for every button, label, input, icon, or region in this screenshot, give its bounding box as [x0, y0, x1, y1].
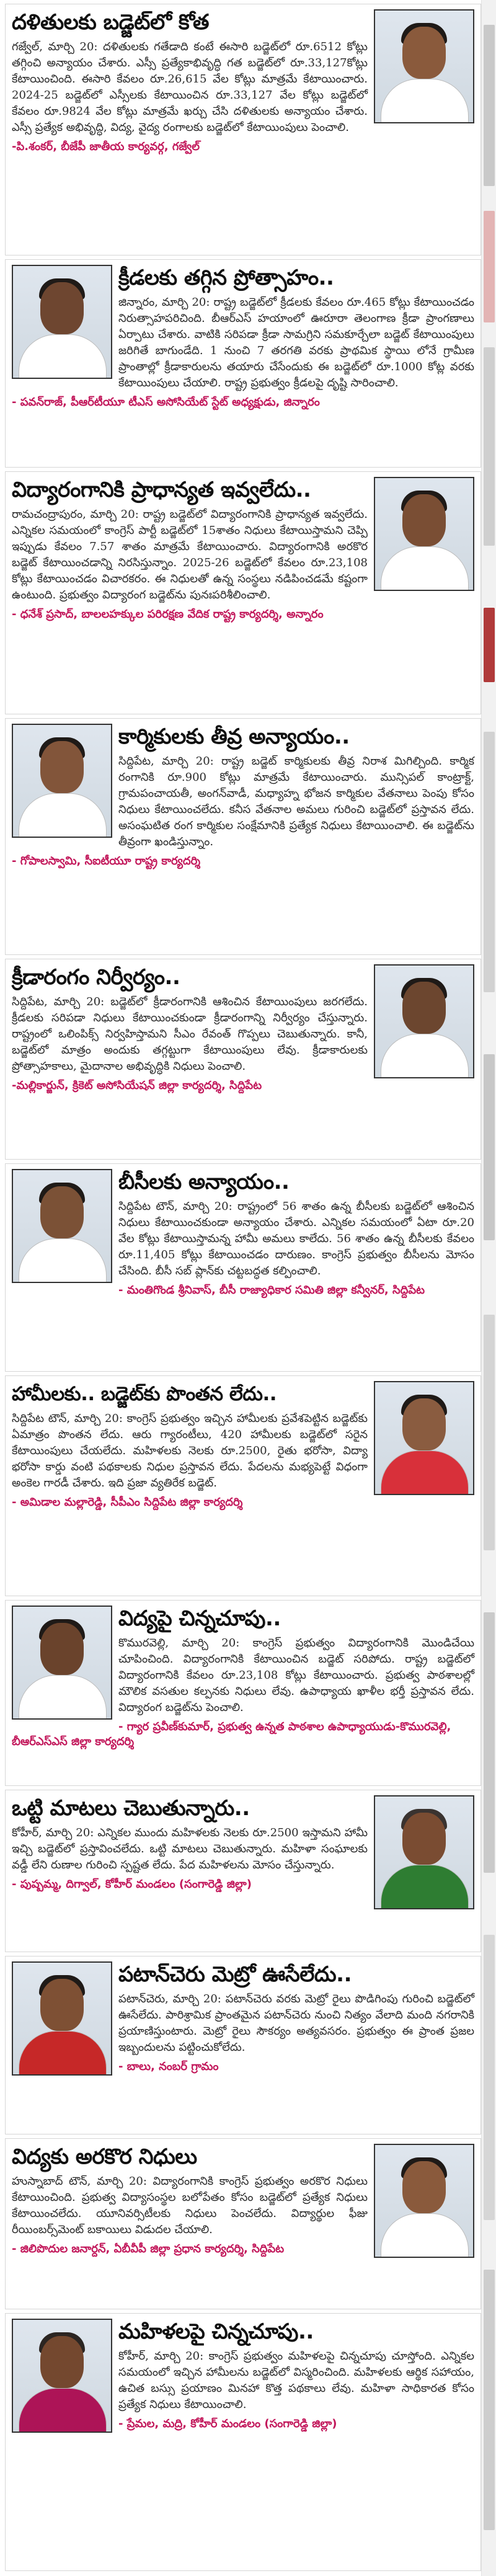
portrait-photo: [12, 1606, 112, 1720]
article-byline: - అమిడాల మల్లారెడ్డి, సీపీఎం సిద్దిపేట జిల్లా కార్యదర్శి: [12, 1496, 243, 1509]
article-card: [5, 1600, 481, 1786]
portrait-photo: [12, 1961, 112, 2076]
article-body: సిద్దిపేట టౌన్, మార్చి 20: రాష్ట్రంలో 56 శాతం ఉన్న బీసీలకు బడ్జెట్‌లో ఆశించిన నిధులు కేటాయించకుండా అన్యాయం చేశారు. ఎన్నికల సమయంలో ఏటా రూ.20 వేల కోట్లు కేటాయిస్తామన్న హామీ అమలు కాలేదు. 56 శాతం ఉన్న బీసీలకు కేవలం రూ.11,405 కోట్లు కేటాయించడం దారుణం. కాంగ్రెస్ ప్రభుత్వం బీసీలను మోసం చేసింది. బీసీ సబ్ ప్లాన్‌కు చట్టబద్ధత కల్పించాలి.: [118, 1200, 474, 1277]
portrait-photo: [12, 724, 112, 838]
portrait-photo: [12, 265, 112, 379]
article-body: రామచంద్రాపురం, మార్చి 20: రాష్ట్ర బడ్జెట్‌లో విద్యారంగానికి ప్రాధాన్యత ఇవ్వలేదు. ఎన్నికల సమయంలో కాంగ్రెస్ పార్టీ బడ్జెట్‌లో 15శాతం నిధులు కేటాయిస్తామని చెప్పి ఇప్పుడు కేవలం 7.57 శాతం మాత్రమే కేటాయించారు. విద్యారంగానికి అరకొర బడ్జెట్ కేటాయించడాన్ని నిరసిస్తున్నాం. 2025-26 బడ్జెట్‌లో కేవలం రూ.23,108 కోట్లు కేటాయించడం విచారకరం. ఈ నిధులతో ఉన్న సంస్థలు నడిపించడమే కష్టంగా ఉంటుంది. ప్రభుత్వం విద్యారంగ బడ్జెట్‌ను పునఃపరిశీలించాలి.: [12, 508, 368, 602]
article-byline: - గోపాలస్వామి, సీఐటీయూ రాష్ట్ర కార్యదర్శి: [12, 855, 201, 868]
article-title: మహిళలపై చిన్నచూపు..: [118, 2319, 314, 2344]
portrait-photo: [374, 477, 474, 591]
article-byline: -పి.శంకర్, బీజేపీ జాతీయ కార్యవర్గ, గజ్వేల్: [12, 140, 200, 153]
article-title: ఒట్టి మాటలు చెబుతున్నారు..: [12, 1796, 250, 1821]
article-byline: - గ్యార ప్రవీణ్‌కుమార్, ప్రభుత్వ ఉన్నత పాఠశాల ఉపాధ్యాయుడు-కొమురవెల్లి, బీఆర్‌ఎస్‌ఎస్ జిల్లా కార్యదర్శి: [12, 1720, 451, 1748]
article-body: సిద్దిపేట, మార్చి 20: బడ్జెట్‌లో క్రీడారంగానికి ఆశించిన కేటాయింపులు జరగలేదు. క్రీడలకు సరిపడా నిధులు కేటాయించకుండా క్రీడారంగాన్ని నిర్వీర్యం చేస్తున్నారు. రాష్ట్రంలో ఒలింపిక్స్ నిర్వహిస్తామని సీఎం రేవంత్ గొప్పలు చెబుతున్నారు. కానీ, బడ్జెట్‌లో మాత్రం అందుకు తగ్గట్టుగా కేటాయింపులు లేవు. క్రీడాకారులకు ప్రోత్సాహకాలు, మైదానాల అభివృద్ధికి నిధులు పెంచాలి.: [12, 995, 368, 1073]
article-body: కొమురవెల్లి, మార్చి 20: కాంగ్రెస్ ప్రభుత్వం విద్యారంగానికి మొండిచేయి చూపించింది. విద్యారంగానికి కేటాయించిన బడ్జెట్ సరిపోదు. రాష్ట్ర బడ్జెట్‌లో విద్యారంగానికి కేవలం రూ.23,108 కోట్లు కేటాయించారు. ప్రభుత్వ పాఠశాలల్లో మౌలిక వసతుల కల్పనకు నిధులు లేవు. ఉపాధ్యాయ ఖాళీల భర్తీ ప్రస్తావన లేదు. విద్యారంగ బడ్జెట్‌ను పెంచాలి.: [118, 1637, 474, 1714]
portrait-photo: [374, 964, 474, 1078]
article-title: దళితులకు బడ్జెట్‌లో కోత: [12, 10, 209, 35]
article-card: [5, 1956, 481, 2134]
article-title: విద్యపై చిన్నచూపు..: [118, 1606, 281, 1631]
article-byline: - బాలు, నంబర్ గ్రామం: [118, 2060, 219, 2073]
article-title: బీసీలకు అన్యాయం..: [118, 1170, 290, 1194]
article-card: [5, 1163, 481, 1372]
article-card: [5, 259, 481, 468]
article-byline: - జిలిపొదుల జనార్దన్, ఏబీవీపీ జిల్లా ప్రధాన కార్యదర్శి, సిద్దిపేట: [12, 2242, 285, 2255]
article-body: జిన్నారం, మార్చి 20: రాష్ట్ర బడ్జెట్‌లో క్రీడలకు కేవలం రూ.465 కోట్లు కేటాయించడం నిరుత్సాహపరిచింది. బీఆర్‌ఎస్ హయాంలో ఊరూరా తెలంగాణ క్రీడా ప్రాంగణాలు ఏర్పాటు చేశారు. వాటికి సరిపడా క్రీడా సామగ్రిని సమకూర్చేలా బడ్జెట్ కేటాయింపులు జరిగితే బాగుండేది. 1 నుంచి 7 తరగతి వరకు ప్రాథమిక స్థాయి లోనే గ్రామీణ ప్రాంతాల్లో క్రీడాకారులను తయారు చేసేందుకు ఈ బడ్జెట్‌లో రూ.1000 కోట్ల వరకు కేటాయింపులు చేయాలి. రాష్ట్ర ప్రభుత్వం క్రీడలపై దృష్టి సారించాలి.: [118, 296, 474, 389]
article-title: విద్యకు అరకొర నిధులు: [12, 2144, 197, 2169]
article-body: కోహీర్, మార్చి 20: ఎన్నికల ముందు మహిళలకు నెలకు రూ.2500 ఇస్తామని హామీ ఇచ్చి బడ్జెట్‌లో ప్రస్తావించలేదు. ఒట్టి మాటలు చెబుతున్నారు. మహిళా సంఘాలకు వడ్డీ లేని రుణాల గురించి స్పష్టత లేదు. పేద మహిళలను మోసం చేస్తున్నారు.: [12, 1826, 368, 1872]
article-title: కార్మికులకు తీవ్ర అన్యాయం..: [118, 724, 350, 749]
article-byline: - మంతిగొండ శ్రీనివాస్, బీసీ రాజ్యాధికార సమితి జిల్లా కన్వీనర్, సిద్దిపేట: [118, 1284, 425, 1297]
article-title: క్రీడారంగం నిర్వీర్యం..: [12, 965, 180, 990]
article-body: హుస్నాబాద్ టౌన్, మార్చి 20: విద్యారంగానికి కాంగ్రెస్ ప్రభుత్వం అరకొర నిధులు కేటాయించింది. ప్రభుత్వ విద్యాసంస్థల బలోపేతం కోసం బడ్జెట్‌లో ప్రత్యేక నిధులు కేటాయించలేదు. యూనివర్సిటీలకు నిధులు పెంచలేదు. విద్యార్థుల ఫీజు రీయింబర్స్‌మెంట్ బకాయిలు విడుదల చేయాలి.: [12, 2175, 368, 2236]
portrait-photo: [12, 1169, 112, 1283]
article-body: గజ్వేల్, మార్చి 20: దళితులకు గతేడాది కంటే ఈసారి బడ్జెట్‌లో రూ.6512 కోట్లు తగ్గించి అన్యాయం చేశారు. ఎస్సీ ప్రత్యేకాభివృద్ధి గత బడ్జెట్‌లో రూ.33,127కోట్లు కేటాయించింది. ఈసారి కేవలం రూ.26,615 వేల కోట్లు మాత్రమే కేటాయించారు. 2024-25 బడ్జెట్‌లో ఎస్సీలకు కేటాయించిన రూ.33,127 వేల కోట్లు బడ్జెట్‌లో కేవలం రూ.9824 వేల కోట్లు మాత్రమే ఖర్చు చేసి దళితులకు అన్యాయం చేశారు. ఎస్సీ ప్రత్యేక అభివృద్ధి, విద్య, వైద్య రంగాలకు బడ్జెట్‌లో కేటాయింపులు పెంచాలి.: [12, 40, 368, 134]
adjacent-page-strip: [481, 0, 496, 2576]
article-body: సిద్దిపేట టౌన్, మార్చి 20: కాంగ్రెస్ ప్రభుత్వం ఇచ్చిన హామీలకు ప్రవేశపెట్టిన బడ్జెట్‌కు ఏమాత్రం పొంతన లేదు. ఆరు గ్యారంటీలు, 420 హామీలకు బడ్జెట్‌లో సరైన కేటాయింపులు చేయలేదు. మహిళలకు నెలకు రూ.2500, రైతు భరోసా, విద్యా భరోసా కార్డు వంటి పథకాలకు నిధుల ప్రస్తావన లేదు. పేదలను మభ్యపెట్టే విధంగా అంకెల గారడీ చేశారు. ఇది ప్రజా వ్యతిరేక బడ్జెట్.: [12, 1412, 368, 1490]
article-title: క్రీడలకు తగ్గిన ప్రోత్సాహం..: [118, 265, 334, 290]
portrait-photo: [12, 2319, 112, 2433]
article-byline: - ప్రేమల, మద్రి, కోహీర్ మండలం (సంగారెడ్డి జిల్లా): [118, 2417, 337, 2430]
article-title: విద్యారంగానికి ప్రాధాన్యత ఇవ్వలేదు..: [12, 477, 311, 502]
article-card: [5, 1375, 481, 1596]
article-body: పటాన్‌చెరు, మార్చి 20: పటాన్‌చెరు వరకు మెట్రో రైలు పొడిగింపు గురించి బడ్జెట్‌లో ఊసేలేదు. పారిశ్రామిక ప్రాంతమైన పటాన్‌చెరు నుంచి నిత్యం వేలాది మంది నగరానికి ప్రయాణిస్తుంటారు. మెట్రో రైలు సౌకర్యం అత్యవసరం. ప్రభుత్వం ఈ ప్రాంత ప్రజల ఇబ్బందులను పట్టించుకోలేదు.: [118, 1992, 474, 2054]
article-byline: - పవన్‌రాజ్, పీఆర్‌టీయూ టీఎస్ అసోసియేట్ స్టేట్ అధ్యక్షుడు, జిన్నారం: [12, 396, 320, 409]
article-body: సిద్దిపేట, మార్చి 20: రాష్ట్ర బడ్జెట్ కార్మికులకు తీవ్ర నిరాశ మిగిల్చింది. కార్మిక రంగానికి రూ.900 కోట్లు మాత్రమే కేటాయించారు. మున్సిపల్ కాంట్రాక్ట్, గ్రామపంచాయతీ, అంగన్‌వాడీ, మధ్యాహ్న భోజన కార్మికుల వేతనాలు పెంపు కోసం నిధులు కేటాయించలేదు. కనీస వేతనాల అమలు గురించి బడ్జెట్‌లో ప్రస్తావన లేదు. అసంఘటిత రంగ కార్మికుల సంక్షేమానికి ప్రత్యేక నిధులు కేటాయించాలి. ఈ బడ్జెట్‌ను తీవ్రంగా ఖండిస్తున్నాం.: [118, 755, 474, 848]
article-byline: - ధనేశ్ ప్రసాద్, బాలలహక్కుల పరిరక్షణ వేదిక రాష్ట్ర కార్యదర్శి, అన్నారం: [12, 608, 324, 621]
article-title: హామీలకు.. బడ్జెట్‌కు పొంతన లేదు..: [12, 1383, 277, 1405]
article-body: కోహీర్, మార్చి 20: కాంగ్రెస్ ప్రభుత్వం మహిళలపై చిన్నచూపు చూస్తోంది. ఎన్నికల సమయంలో ఇచ్చిన హామీలను బడ్జెట్‌లో విస్మరించింది. మహిళలకు ఆర్థిక సహాయం, ఉచిత బస్సు ప్రయాణం మినహా కొత్త పథకాలు లేవు. మహిళా సాధికారత కోసం ప్రత్యేక నిధులు కేటాయించాలి.: [118, 2350, 474, 2411]
portrait-photo: [374, 1381, 474, 1495]
portrait-photo: [374, 2144, 474, 2258]
article-card: [5, 471, 481, 714]
article-card: [5, 959, 481, 1160]
article-byline: -మల్లికార్జున్, క్రికెట్ అసోసియేషన్ జిల్లా కార్యదర్శి, సిద్దిపేట: [12, 1079, 262, 1092]
article-title: పటాన్‌చెరు మెట్రో ఊసేలేదు..: [118, 1962, 352, 1987]
article-card: [5, 718, 481, 955]
article-card: [5, 2138, 481, 2309]
article-byline: - పుష్పమ్మ, దిగ్వాల్, కోహీర్ మండలం (సంగారెడ్డి జిల్లా): [12, 1878, 252, 1891]
article-card: [5, 4, 481, 255]
portrait-photo: [374, 9, 474, 123]
portrait-photo: [374, 1795, 474, 1909]
article-card: [5, 1790, 481, 1952]
article-card: [5, 2313, 481, 2571]
